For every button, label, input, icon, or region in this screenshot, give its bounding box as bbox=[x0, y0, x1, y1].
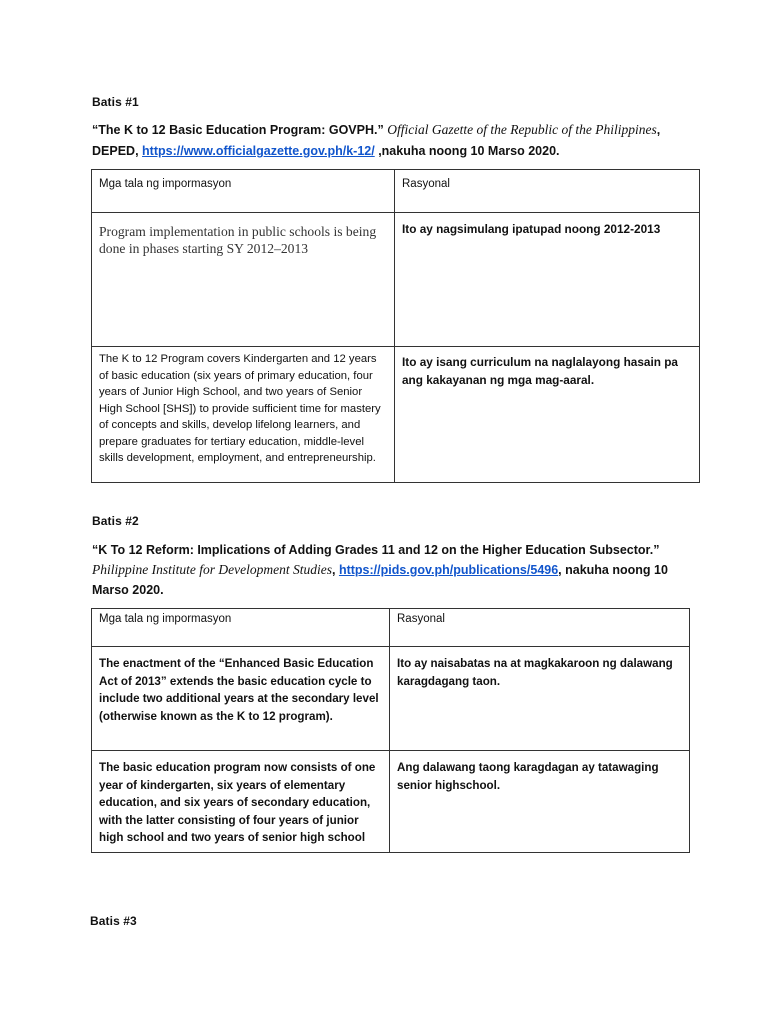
batis2-row2-rationale: Ang dalawang taong karagdagan ay tatawaging senior highschool. bbox=[397, 761, 659, 792]
batis1-citation-publisher: DEPED, bbox=[92, 144, 139, 158]
batis2-row1-info: The enactment of the “Enhanced Basic Education Act of 2013” extends the basic education cycle to include two additional years at the secondary level (otherwise known as the K to 12 program). bbox=[99, 657, 379, 723]
batis1-col2-header-cell bbox=[395, 170, 700, 213]
batis1-citation-accessed: ,nakuha noong 10 Marso 2020. bbox=[378, 144, 560, 158]
batis1-row2-info: The K to 12 Program covers Kindergarten and 12 years of basic education (six years of primary education, four years of Junior High School, and two years of Senior High School [SHS]) to provide sufficient time for mastery of concepts and skills, develop lifelong learners, and prepare graduates for tertiary education, middle-level skills development, employment, and entrepreneurship. bbox=[99, 353, 381, 464]
batis1-row2-rationale-cell bbox=[395, 347, 700, 483]
batis1-heading: Batis #1 bbox=[92, 95, 139, 109]
batis2-citation-comma: , bbox=[331, 563, 336, 577]
batis1-table bbox=[91, 169, 700, 483]
batis2-citation-publication: Philippine Institute for Development Studies bbox=[92, 562, 332, 577]
batis1-citation bbox=[92, 119, 692, 162]
batis1-row2-rationale: Ito ay isang curriculum na naglalayong hasain pa ang kakayanan ng mga mag-aaral. bbox=[402, 355, 678, 387]
batis1-col2-header: Rasyonal bbox=[402, 178, 450, 190]
batis2-heading: Batis #2 bbox=[92, 514, 139, 528]
batis1-citation-publication: Official Gazette of the Republic of the Philippines bbox=[387, 122, 657, 137]
batis1-col1-header-cell bbox=[92, 170, 395, 213]
batis2-col2-header: Rasyonal bbox=[397, 613, 445, 625]
batis2-row1-rationale: Ito ay naisabatas na at magkakaroon ng dalawang karagdagang taon. bbox=[397, 657, 673, 688]
batis1-row1-rationale: Ito ay nagsimulang ipatupad noong 2012-2013 bbox=[402, 222, 661, 236]
batis1-citation-comma: , bbox=[656, 123, 661, 137]
batis1-row1-rationale-cell bbox=[395, 213, 700, 347]
batis1-row1-info: Program implementation in public schools is being done in phases starting SY 2012–2013 bbox=[99, 224, 377, 256]
batis2-col2-header-cell bbox=[390, 609, 690, 647]
batis2-citation-accessed: , nakuha noong 10 Marso 2020. bbox=[92, 563, 668, 597]
batis1-col1-header: Mga tala ng impormasyon bbox=[99, 178, 232, 190]
batis2-row1-rationale-cell bbox=[390, 647, 690, 751]
batis1-row1-info-cell bbox=[92, 213, 395, 347]
batis2-col1-header-cell bbox=[92, 609, 390, 647]
batis2-row2-info: The basic education program now consists of one year of kindergarten, six years of elementary education, and six years of secondary education, with the latter consisting of four years of junior high school and two years of senior high school bbox=[99, 761, 376, 844]
batis1-citation-title: “The K to 12 Basic Education Program: GOVPH.” bbox=[92, 123, 384, 137]
batis3-heading: Batis #3 bbox=[90, 914, 137, 928]
batis2-citation-link[interactable]: https://pids.gov.ph/publications/5496 bbox=[338, 563, 559, 577]
batis2-row2-info-cell bbox=[92, 751, 390, 853]
batis2-table bbox=[91, 608, 690, 853]
batis1-row2-info-cell bbox=[92, 347, 395, 483]
batis2-citation-title: “K To 12 Reform: Implications of Adding Grades 11 and 12 on the Higher Education Subsector.” bbox=[92, 543, 660, 557]
batis2-row1-info-cell bbox=[92, 647, 390, 751]
batis1-citation-link[interactable]: https://www.officialgazette.gov.ph/k-12/ bbox=[142, 144, 375, 158]
batis2-row2-rationale-cell bbox=[390, 751, 690, 853]
batis2-col1-header: Mga tala ng impormasyon bbox=[99, 613, 232, 625]
batis2-citation bbox=[92, 540, 692, 600]
